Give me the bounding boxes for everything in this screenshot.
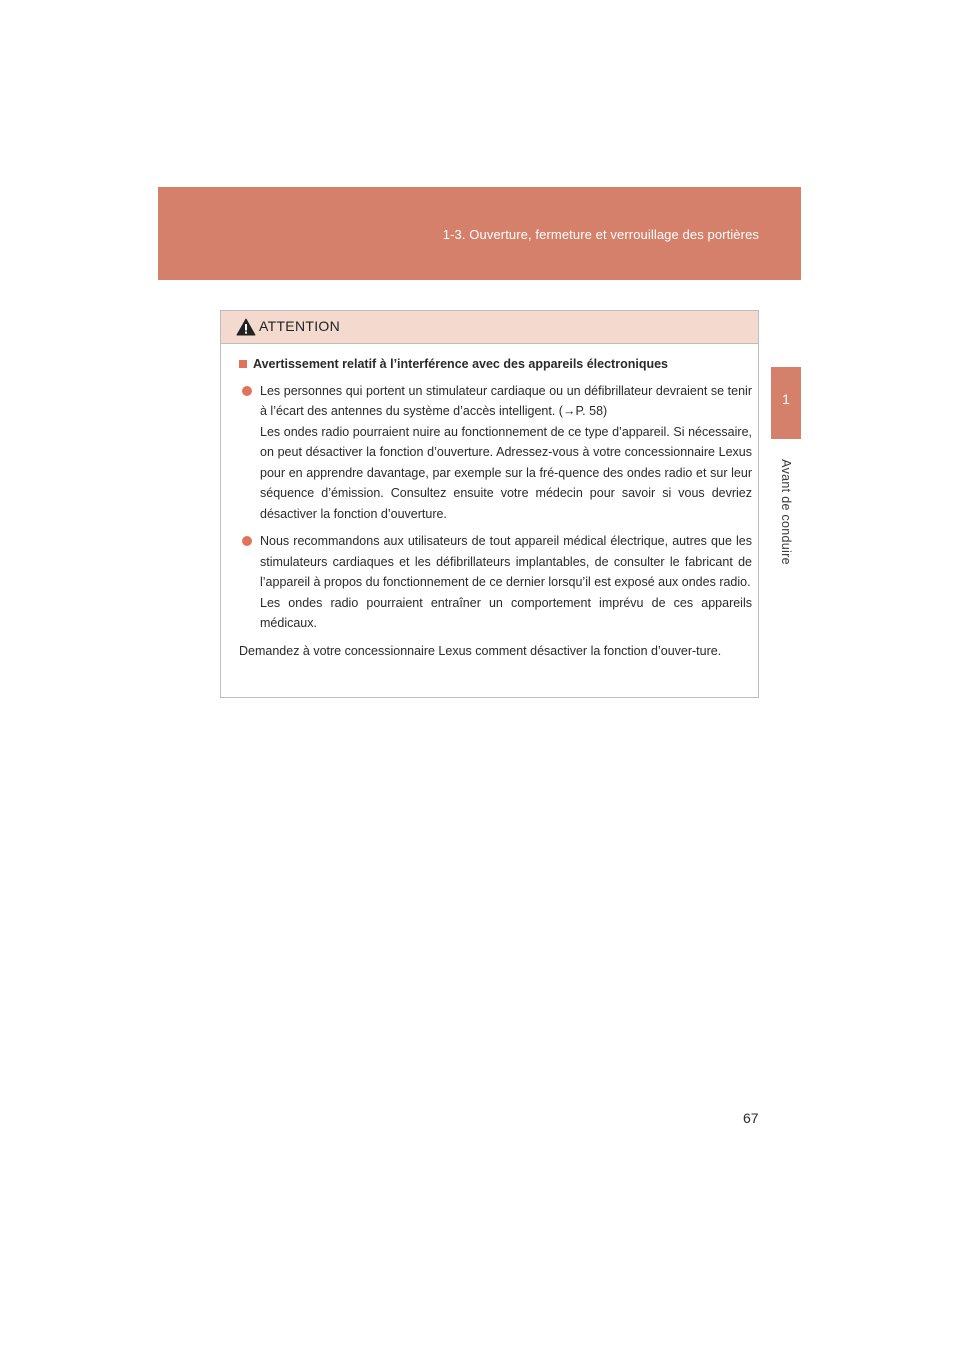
section-heading-text: Avertissement relatif à l’interférence avec des appareils électroniques <box>253 357 669 371</box>
attention-title: ATTENTION <box>259 318 340 334</box>
bullet-item <box>239 531 752 634</box>
bullet-paragraph: Les ondes radio pourraient entraîner un comportement imprévu de ces appareils médicaux. <box>260 595 752 630</box>
chapter-tab <box>771 367 801 439</box>
bullet-item <box>239 381 752 525</box>
dot-bullet-icon <box>242 386 252 396</box>
square-bullet-icon <box>239 360 247 368</box>
section-header-band <box>158 187 801 280</box>
dot-bullet-icon <box>242 536 252 546</box>
closing-paragraph: Demandez à votre concessionnaire Lexus comment désactiver la fonction d’ouver-ture. <box>239 643 722 658</box>
chapter-number: 1 <box>782 391 790 407</box>
attention-header <box>221 311 758 344</box>
attention-body <box>221 344 758 661</box>
attention-box <box>220 310 759 698</box>
bullet-paragraph: Les personnes qui portent un stimulateur cardiaque ou un défibrillateur devraient se tenir à l’écart des antennes du système d’accès intelligent. (→P. 58) <box>260 383 752 418</box>
bullet-paragraph: Les ondes radio pourraient nuire au fonctionnement de ce type d’appareil. Si nécessaire, on peut désactiver la fonction d’ouverture. Adressez-vous à votre concessionnaire Lexus pour en apprendre davantage, par exemple sur la fré-quence des ondes radio et sur leur séquence d’émission. Consultez ensuite votre médecin pour savoir si vous devriez désactiver la fonction d’ouverture. <box>260 424 752 521</box>
section-heading <box>239 354 752 375</box>
chapter-label: Avant de conduire <box>779 459 793 565</box>
warning-triangle-icon <box>236 318 256 336</box>
section-title: 1-3. Ouverture, fermeture et verrouillage des portières <box>442 227 759 242</box>
bullet-paragraph: Nous recommandons aux utilisateurs de tout appareil médical électrique, autres que les stimulateurs cardiaques et les défibrillateurs implantables, de consulter le fabricant de l’appareil à propos du fonctionnement de ce dernier lorsqu’il est exposé aux ondes radio. <box>260 534 752 589</box>
page-number: 67 <box>743 1110 759 1126</box>
